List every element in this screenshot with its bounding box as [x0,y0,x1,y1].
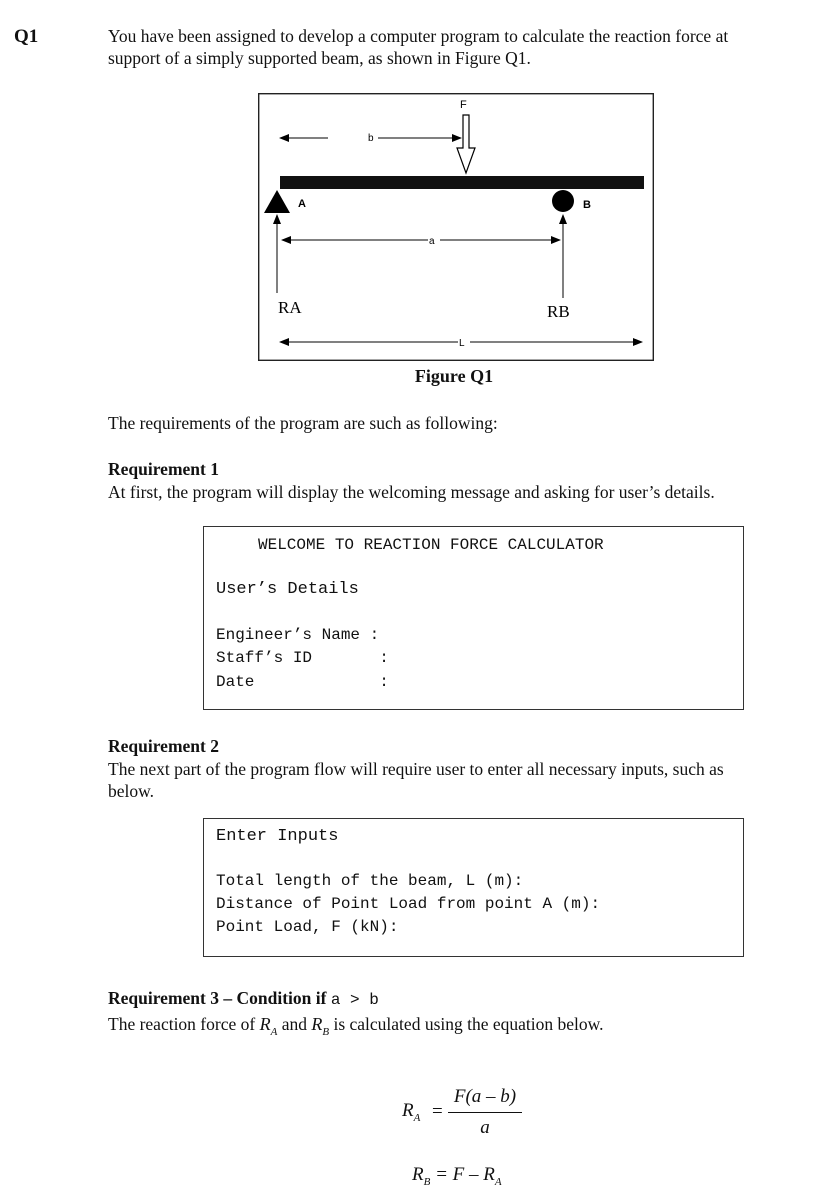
figure-q1 [258,93,654,361]
roller-support-b-icon [552,190,574,212]
input-beam-length: Total length of the beam, L (m): [216,872,524,890]
req1-desc: At first, the program will display the welcoming message and asking for user’s details. [108,482,715,502]
req3-desc-post: is calculated using the equation below. [333,1014,604,1034]
req2-desc-line2: below. [108,781,155,801]
eq1-lhs-sub: A [413,1112,421,1124]
req1-title: Requirement 1 [108,459,219,479]
req2-desc-line1: The next part of the program flow will require user to enter all necessary inputs, such as [108,759,724,779]
req2-title: Requirement 2 [108,736,219,756]
eq1-numerator: F(a – b) [453,1086,517,1107]
req3-ra-sub: A [270,1026,278,1038]
date-field: Date : [216,673,389,691]
inputs-console-box [203,818,744,957]
force-arrow-icon [457,115,475,173]
staff-id-field: Staff’s ID : [216,649,389,667]
support-b-label: B [583,199,591,211]
eq1-denominator: a [480,1117,490,1138]
eq2-lhs-sub: B [423,1176,431,1188]
figure-caption: Figure Q1 [414,366,494,386]
enter-inputs-header: Enter Inputs [216,827,339,846]
b-label: b [368,133,374,144]
input-point-load-distance: Distance of Point Load from point A (m): [216,895,601,913]
requirements-intro: The requirements of the program are such as following: [108,413,498,433]
req3-desc-pre: The reaction force of [108,1014,256,1034]
eq2-rhs-sub: A [494,1176,502,1188]
a-label: a [429,236,435,247]
support-a-label: A [298,198,306,210]
eq2-rhs: = F – R [435,1164,495,1185]
question-label: Q1 [14,26,39,47]
beam-diagram [258,93,654,361]
req3-title-row [108,987,379,1011]
eq1-fraction-bar [448,1112,522,1113]
eq1-equals: = [432,1101,443,1122]
beam [280,176,644,189]
welcome-console-box [203,526,744,710]
req3-and: and [281,1014,307,1034]
pin-support-a-icon [264,190,290,213]
force-label: F [460,99,467,111]
l-label: L [459,338,465,349]
rb-label: RB [547,302,570,321]
engineer-name-field: Engineer’s Name : [216,626,380,644]
req3-desc [108,1013,604,1038]
welcome-message: WELCOME TO REACTION FORCE CALCULATOR [258,536,604,554]
req3-condition: a > b [330,991,379,1009]
req3-title: Requirement 3 – Condition if [108,988,327,1008]
eq1-lhs-main: R [402,1100,414,1121]
req3-rb-sub: B [322,1026,330,1038]
req3-ra-main: R [259,1014,271,1034]
ra-label: RA [278,298,302,317]
figure-frame [259,94,654,361]
user-details-header: User’s Details [216,580,359,599]
question-intro-line1: You have been assigned to develop a computer program to calculate the reaction force at [108,26,729,46]
eq2 [412,1164,502,1186]
question-intro-line2: support of a simply supported beam, as shown in Figure Q1. [108,48,531,68]
req3-rb-main: R [311,1014,323,1034]
input-point-load: Point Load, F (kN): [216,918,399,936]
eq1-lhs [402,1100,420,1122]
eq2-lhs-main: R [412,1164,424,1185]
